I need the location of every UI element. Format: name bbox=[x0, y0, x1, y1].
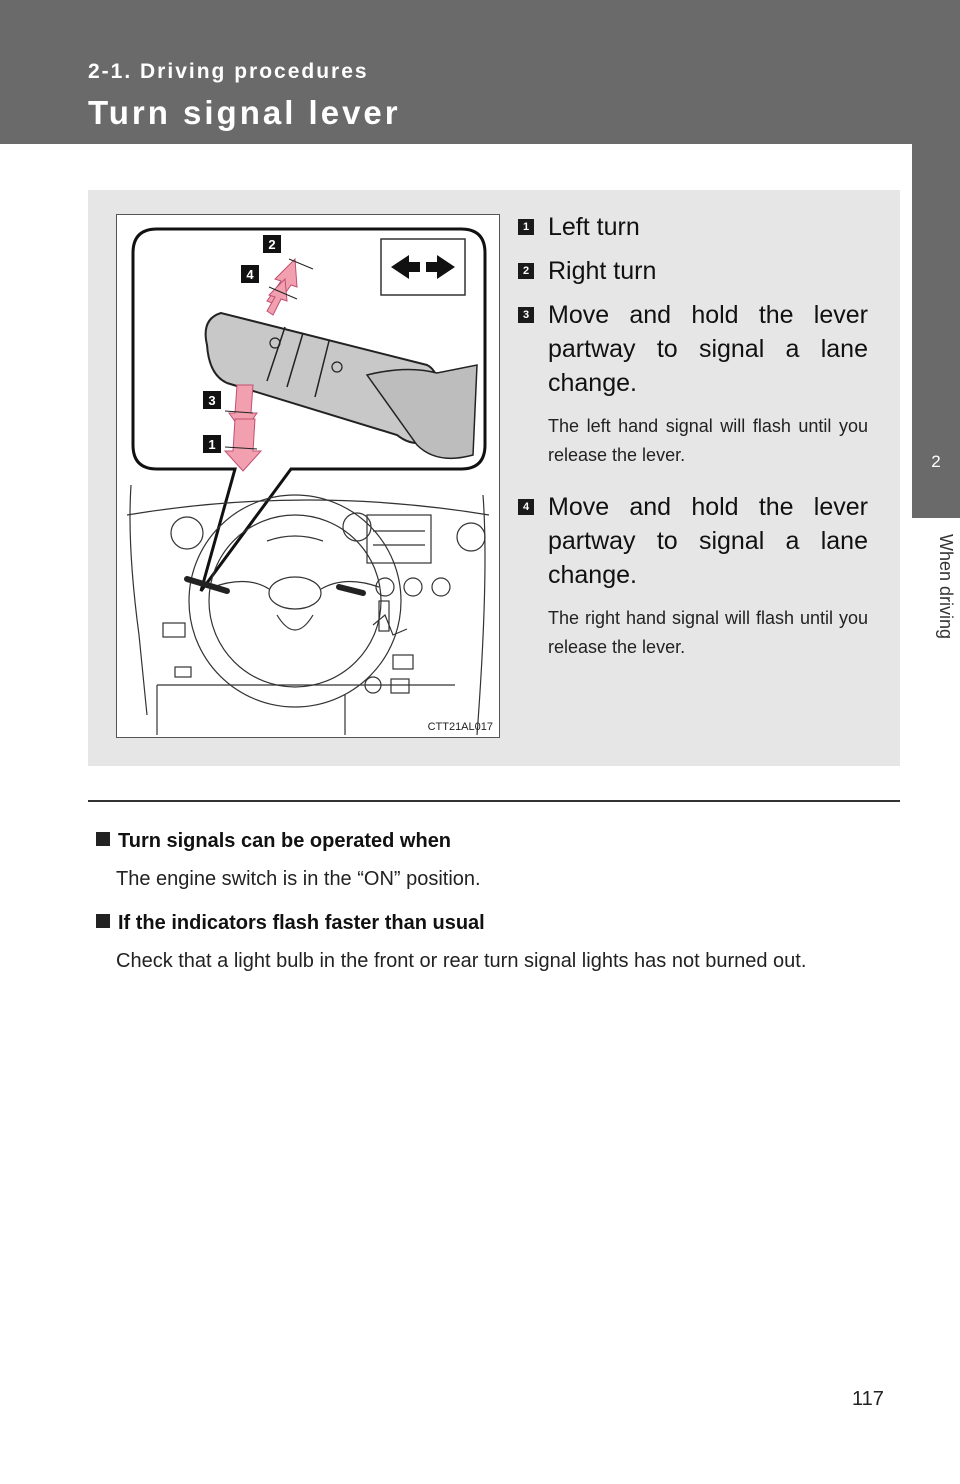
dashboard-drawing bbox=[127, 485, 489, 735]
chapter-tab bbox=[912, 144, 960, 1484]
step-text: Left turn bbox=[548, 213, 640, 241]
square-bullet-icon bbox=[96, 832, 110, 846]
notes-section bbox=[96, 826, 892, 990]
figure-marker-1 bbox=[203, 435, 221, 453]
section-title: 2-1. Driving procedures bbox=[88, 60, 369, 83]
figure-marker-4 bbox=[241, 265, 259, 283]
note-heading: If the indicators flash faster than usual bbox=[118, 912, 485, 934]
step-text: Right turn bbox=[548, 257, 657, 285]
step-note: The left hand signal will flash until you release the lever. bbox=[548, 416, 868, 465]
svg-text:2: 2 bbox=[268, 237, 276, 252]
square-bullet-icon bbox=[96, 914, 110, 928]
note-heading: Turn signals can be operated when bbox=[118, 830, 452, 852]
turn-signal-illustration bbox=[116, 214, 500, 738]
step-note: The right hand signal will flash until you release the lever. bbox=[548, 608, 868, 657]
chapter-number: 2 bbox=[931, 452, 941, 471]
note-block bbox=[96, 908, 892, 976]
step-marker: 4 bbox=[518, 499, 534, 515]
figure-marker-3 bbox=[203, 391, 221, 409]
step-item bbox=[518, 298, 868, 470]
dashboard-lever-illustration bbox=[117, 215, 499, 737]
svg-text:3: 3 bbox=[208, 393, 216, 408]
page-title: Turn signal lever bbox=[88, 94, 401, 131]
step-marker: 3 bbox=[518, 307, 534, 323]
svg-text:4: 4 bbox=[246, 267, 254, 282]
step-marker: 1 bbox=[518, 219, 534, 235]
figure-code: CTT21AL017 bbox=[427, 721, 493, 733]
note-block bbox=[96, 826, 892, 894]
page-number: 117 bbox=[852, 1388, 884, 1410]
divider bbox=[88, 800, 900, 802]
note-body: Check that a light bulb in the front or rear turn signal lights has not burned out. bbox=[116, 950, 807, 972]
page-header bbox=[0, 0, 960, 144]
step-marker: 2 bbox=[518, 263, 534, 279]
step-text: Move and hold the lever partway to signal a lane change. bbox=[548, 301, 868, 397]
note-body: The engine switch is in the “ON” position. bbox=[116, 868, 481, 890]
step-list bbox=[518, 210, 868, 672]
chapter-label: When driving bbox=[936, 534, 956, 640]
illustration-panel bbox=[88, 190, 900, 766]
step-item bbox=[518, 490, 868, 662]
step-item bbox=[518, 254, 868, 288]
step-text: Move and hold the lever partway to signal a lane change. bbox=[548, 493, 868, 589]
step-item bbox=[518, 210, 868, 244]
figure-marker-2 bbox=[263, 235, 281, 253]
svg-text:1: 1 bbox=[208, 437, 216, 452]
